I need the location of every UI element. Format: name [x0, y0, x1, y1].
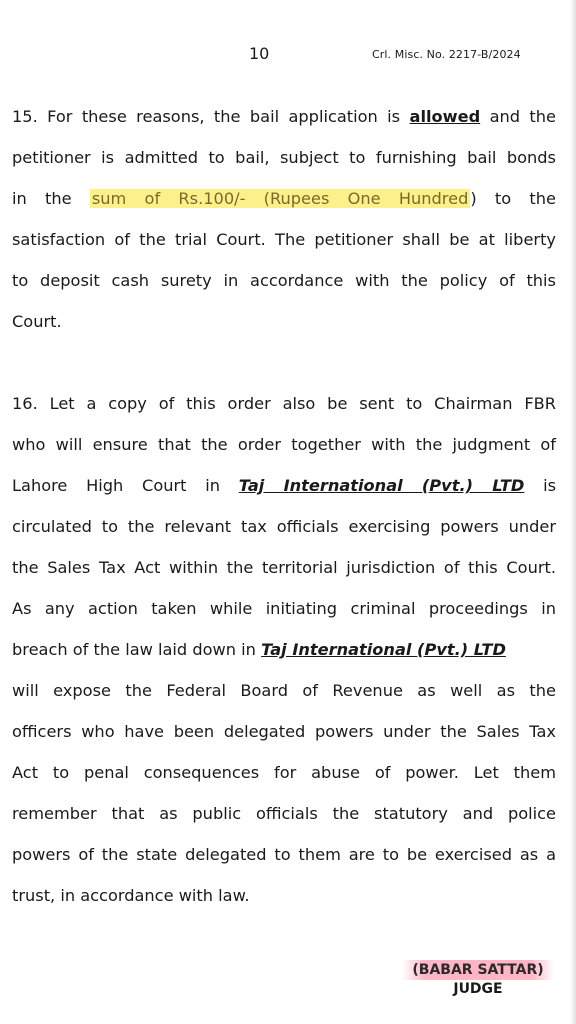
para16-line-10: Act to penal consequences for abuse of power. Let them — [12, 763, 556, 782]
para16-text: is — [524, 476, 557, 495]
para16-line-8: will expose the Federal Board of Revenue as well as the — [12, 681, 556, 700]
para16-line-7 — [12, 629, 556, 670]
para15-text: in the — [12, 189, 90, 208]
case-citation: Taj International (Pvt.) LTD — [261, 640, 506, 659]
bail-amount-highlight: sum of Rs.100/- (Rupees One Hundred — [91, 189, 469, 208]
allowed-emphasis: allowed — [409, 107, 481, 126]
para15-line-5: to deposit cash surety in accordance with the policy of this — [12, 271, 556, 290]
signature-block — [380, 960, 576, 997]
para15-text: 15. For these reasons, the bail application is — [12, 107, 410, 126]
para16-line-2: who will ensure that the order together with the judgment of — [12, 435, 556, 454]
case-citation: Taj International (Pvt.) LTD — [238, 476, 525, 495]
para16-line-5: the Sales Tax Act within the territorial jurisdiction of this Court. — [12, 558, 556, 577]
para16-line-3 — [12, 465, 556, 506]
para16-text: Lahore High Court in — [12, 476, 239, 495]
para16-line-1: 16. Let a copy of this order also be sent to Chairman FBR — [12, 394, 556, 413]
para15-line-1 — [12, 96, 556, 137]
judge-name: (BABAR SATTAR) — [402, 960, 553, 980]
para16-line-4: circulated to the relevant tax officials exercising powers under — [12, 517, 556, 536]
para15-text: ) to the — [470, 189, 556, 208]
para15-line-3 — [12, 178, 556, 219]
para16-text: breach of the law laid down in — [12, 640, 262, 659]
para15-line-4: satisfaction of the trial Court. The petitioner shall be at liberty — [12, 230, 556, 249]
case-number: Crl. Misc. No. 2217-B/2024 — [372, 48, 521, 61]
para15-line-2: petitioner is admitted to bail, subject to furnishing bail bonds — [12, 148, 556, 167]
para16-line-11: remember that as public officials the statutory and police — [12, 804, 556, 823]
order-body — [12, 96, 556, 916]
para15-line-6: Court. — [12, 312, 62, 331]
para16-line-6: As any action taken while initiating criminal proceedings in — [12, 599, 556, 618]
para16-line-13: trust, in accordance with law. — [12, 886, 250, 905]
page-number: 10 — [249, 44, 270, 63]
para16-line-12: powers of the state delegated to them are to be exercised as a — [12, 845, 556, 864]
para15-text: and the — [480, 107, 557, 126]
judge-title: JUDGE — [453, 981, 503, 997]
paragraph-gap — [12, 342, 556, 383]
page-edge-shadow — [570, 0, 576, 1024]
para16-line-9: officers who have been delegated powers under the Sales Tax — [12, 722, 556, 741]
